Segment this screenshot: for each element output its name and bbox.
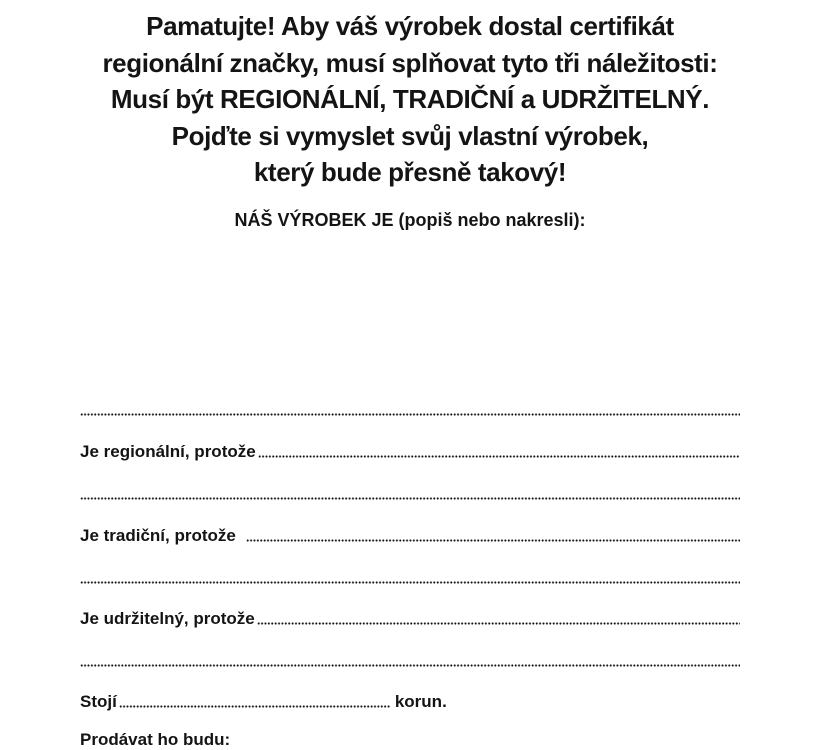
price-row[interactable] [80, 688, 447, 712]
sustainable-row[interactable] [80, 605, 740, 629]
drawing-area[interactable] [80, 250, 740, 390]
heading-line-5: který bude přesně takový! [253, 157, 567, 187]
description-line[interactable] [80, 396, 740, 420]
heading-line-4: Pojďte si vymyslet svůj vlastní výrobek, [171, 120, 649, 151]
traditional-row[interactable] [80, 522, 740, 546]
price-label: Stojí [80, 692, 117, 711]
heading-line-1: Pamatujte! Aby váš výrobek dostal certifikát [146, 11, 674, 41]
traditional-label: Je tradiční, protože [80, 526, 236, 545]
sell-label: Prodávat ho budu: [80, 730, 231, 749]
dotted-line [80, 664, 740, 667]
dotted-line [257, 622, 740, 625]
regional-row[interactable] [80, 438, 740, 462]
sustainable-continuation-line[interactable] [80, 647, 740, 671]
heading-line-2: regionální značky, musí splňovat tyto tři náležitosti: [102, 47, 718, 78]
dotted-line [80, 497, 740, 500]
regional-label: Je regionální, protože [80, 442, 256, 461]
dotted-line [80, 413, 740, 416]
dotted-line [119, 705, 391, 708]
instructions-heading [0, 8, 820, 191]
sustainable-label: Je udržitelný, protože [80, 609, 255, 628]
price-suffix: korun. [394, 692, 447, 711]
dotted-line [246, 539, 740, 542]
traditional-continuation-line[interactable] [80, 564, 740, 588]
product-description-prompt: NÁŠ VÝROBEK JE (popiš nebo nakresli): [234, 210, 586, 230]
dotted-line [258, 455, 740, 458]
heading-line-3: Musí být REGIONÁLNÍ, TRADIČNÍ a UDRŽITELNÝ. [110, 84, 710, 114]
sell-row[interactable] [80, 726, 740, 750]
regional-continuation-line[interactable] [80, 480, 740, 504]
dotted-line [80, 581, 740, 584]
